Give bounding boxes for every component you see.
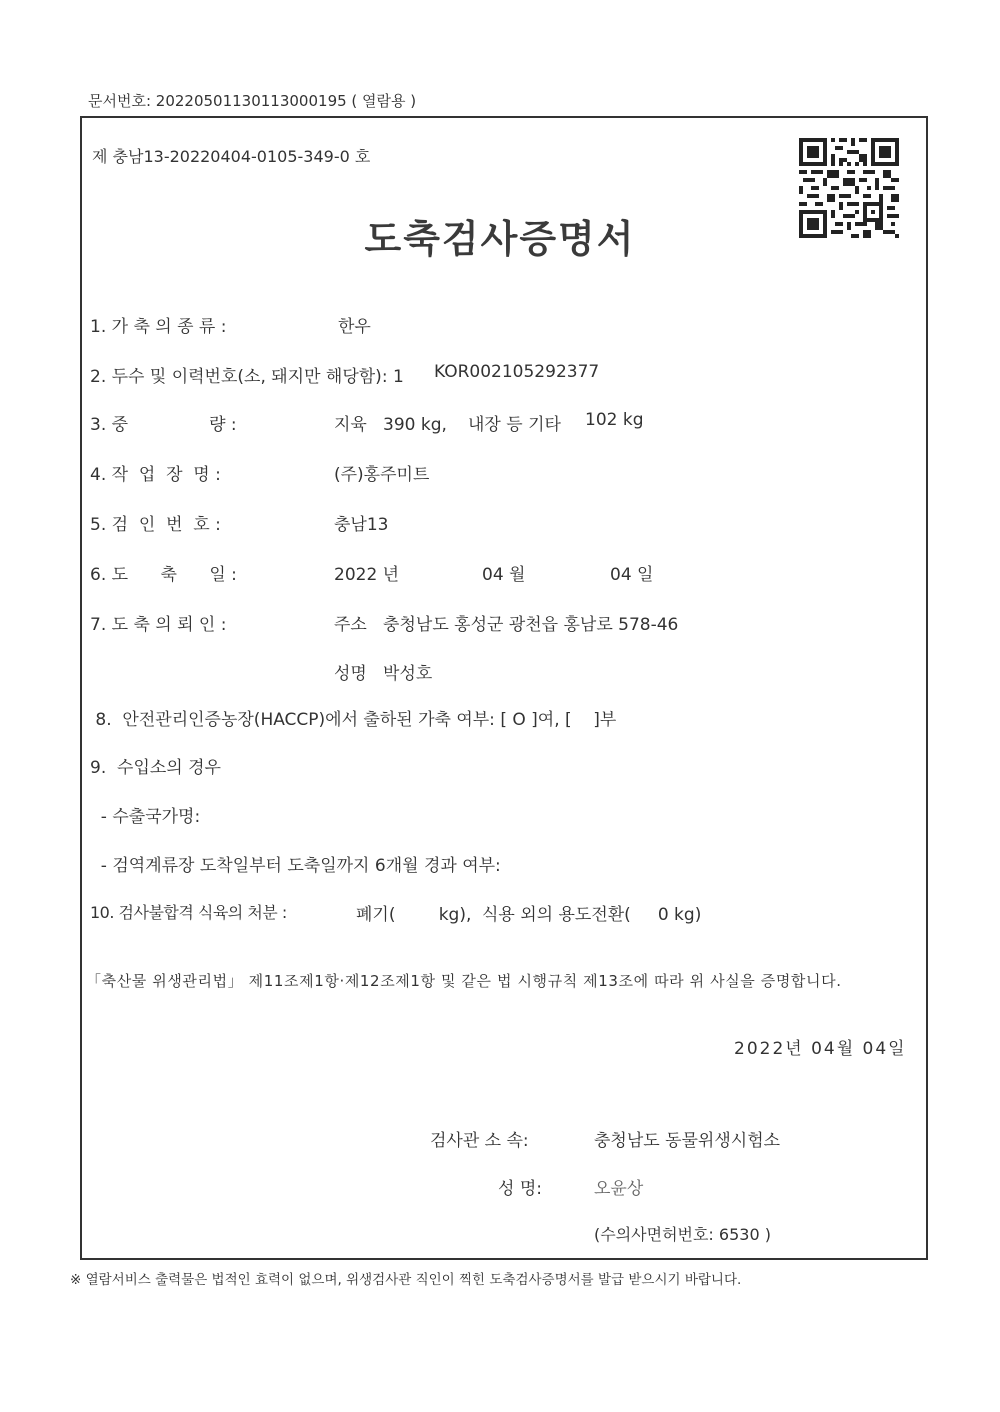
item-2-value: KOR002105292377	[434, 362, 600, 382]
item-6-year: 2022 년	[334, 565, 400, 585]
inspector-affiliation: 충청남도 동물위생시험소	[594, 1131, 781, 1151]
inspector-license: (수의사면허번호: 6530 )	[594, 1225, 771, 1244]
item-10-label: 10. 검사불합격 식육의 처분 :	[90, 903, 287, 922]
document-number: 문서번호: 20220501130113000195 ( 열람용 )	[88, 92, 417, 110]
inspector-affiliation-label: 검사관 소 속:	[430, 1131, 529, 1151]
inspector-name: 오윤상	[594, 1179, 644, 1199]
certificate-frame	[80, 116, 928, 1260]
item-1-value: 한우	[338, 317, 371, 337]
item-9-quarantine-period: - 검역계류장 도착일부터 도축일까지 6개월 경과 여부:	[90, 856, 501, 876]
item-8-label: 8. 안전관리인증농장(HACCP)에서 출하된 가축 여부: [ O ]여, [ ]부	[90, 710, 617, 730]
issue-date: 2022년 04월 04일	[734, 1039, 907, 1059]
item-3-carcass-weight: 지육 390 kg,	[334, 415, 447, 435]
item-3-offal-weight: 102 kg	[585, 410, 644, 430]
item-4-value: (주)홍주미트	[334, 465, 430, 485]
item-6-day: 04 일	[610, 565, 654, 585]
item-3-offal-label: 내장 등 기타	[468, 415, 561, 435]
item-10-disposal: 폐기( kg),	[356, 905, 472, 925]
item-1-label: 1. 가 축 의 종 류 :	[90, 317, 227, 337]
item-3-label: 3. 중 량 :	[90, 415, 237, 435]
item-7-label: 7. 도 축 의 뢰 인 :	[90, 615, 227, 635]
item-6-month: 04 월	[482, 565, 526, 585]
item-9-label: 9. 수입소의 경우	[90, 758, 221, 778]
inspector-name-label: 성 명:	[498, 1179, 542, 1199]
footnote: ※ 열람서비스 출력물은 법적인 효력이 없으며, 위생검사관 직인이 찍힌 도축검사증명서를 발급 받으시기 바랍니다.	[70, 1272, 742, 1288]
item-5-label: 5. 검 인 번 호 :	[90, 515, 221, 535]
item-4-label: 4. 작 업 장 명 :	[90, 465, 221, 485]
certification-statement: 「축산물 위생관리법」 제11조제1항·제12조제1항 및 같은 법 시행규칙 제13조에 따라 위 사실을 증명합니다.	[86, 972, 842, 990]
item-7-name: 성명 박성호	[334, 664, 433, 684]
item-6-label: 6. 도 축 일 :	[90, 565, 237, 585]
item-7-address: 주소 충청남도 홍성군 광천읍 홍남로 578-46	[334, 615, 679, 635]
page-title: 도축검사증명서	[364, 217, 636, 261]
item-9-export-country: - 수출국가명:	[90, 807, 201, 827]
item-2-label: 2. 두수 및 이력번호(소, 돼지만 해당함): 1	[90, 367, 404, 387]
item-10-conversion: 식용 외의 용도전환( 0 kg)	[482, 905, 702, 925]
certificate-number: 제 충남13-20220404-0105-349-0 호	[92, 147, 371, 166]
item-5-value: 충남13	[334, 515, 389, 535]
